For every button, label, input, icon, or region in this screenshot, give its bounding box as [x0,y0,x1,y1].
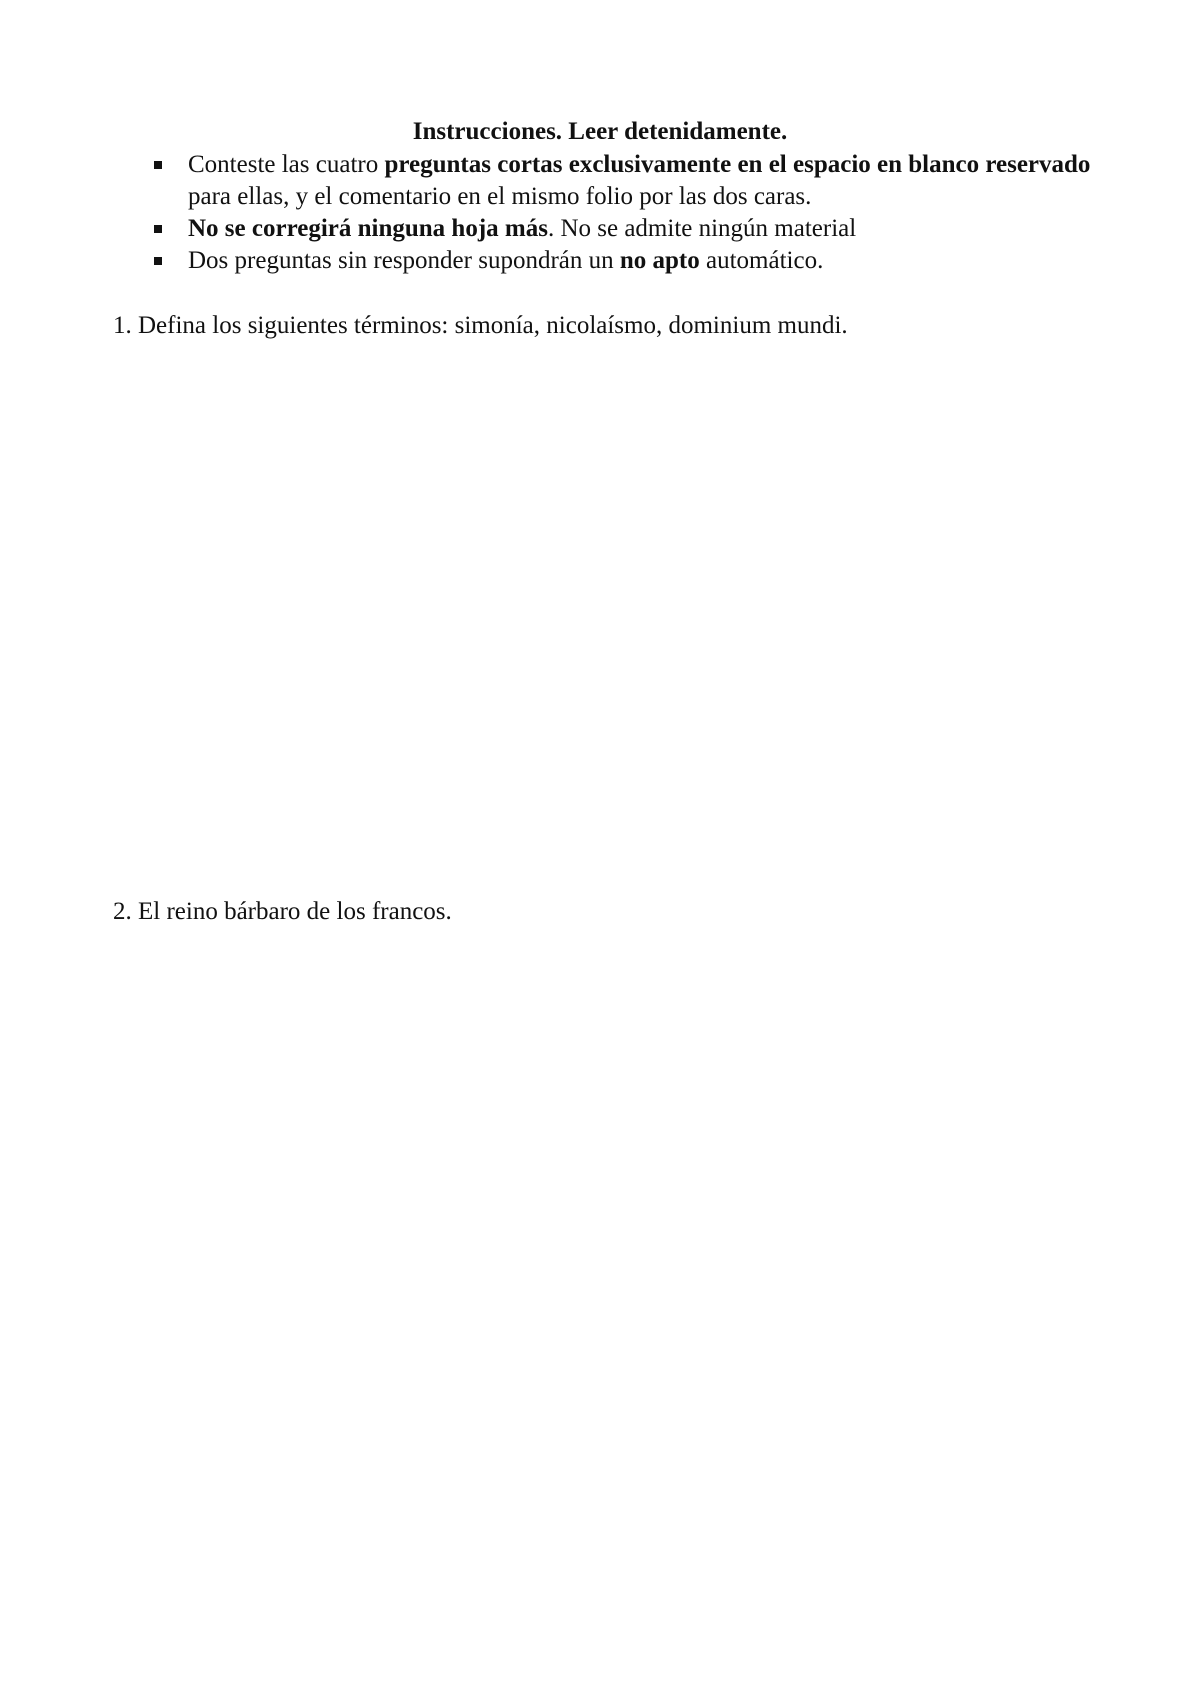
instruction-text: . No se admite ningún material [547,215,857,242]
square-bullet-icon [154,257,162,265]
instruction-item-no-extra-sheets [150,213,1100,245]
question-2: 2. El reino bárbaro de los francos. [113,898,452,925]
square-bullet-icon [154,225,162,233]
instruction-text: para ellas, y el comentario en el mismo folio por las dos caras. [188,183,812,210]
instruction-emphasis: no apto [619,247,700,274]
instruction-item-unanswered [150,245,1100,277]
square-bullet-icon [154,161,162,169]
instruction-emphasis: preguntas cortas exclusivamente en el espacio en blanco reservado [384,151,1091,178]
instructions-list [150,149,1100,277]
instruction-text: Conteste las cuatro [188,151,385,178]
instruction-text: automático. [699,247,824,274]
instruction-item-answer-space [150,149,1100,213]
question-1: 1. Defina los siguientes términos: simonía, nicolaísmo, dominium mundi. [113,312,848,339]
instruction-text: Dos preguntas sin responder supondrán un [188,247,620,274]
instructions-title: Instrucciones. Leer detenidamente. [412,118,788,145]
instruction-emphasis: No se corregirá ninguna hoja más [188,215,548,242]
